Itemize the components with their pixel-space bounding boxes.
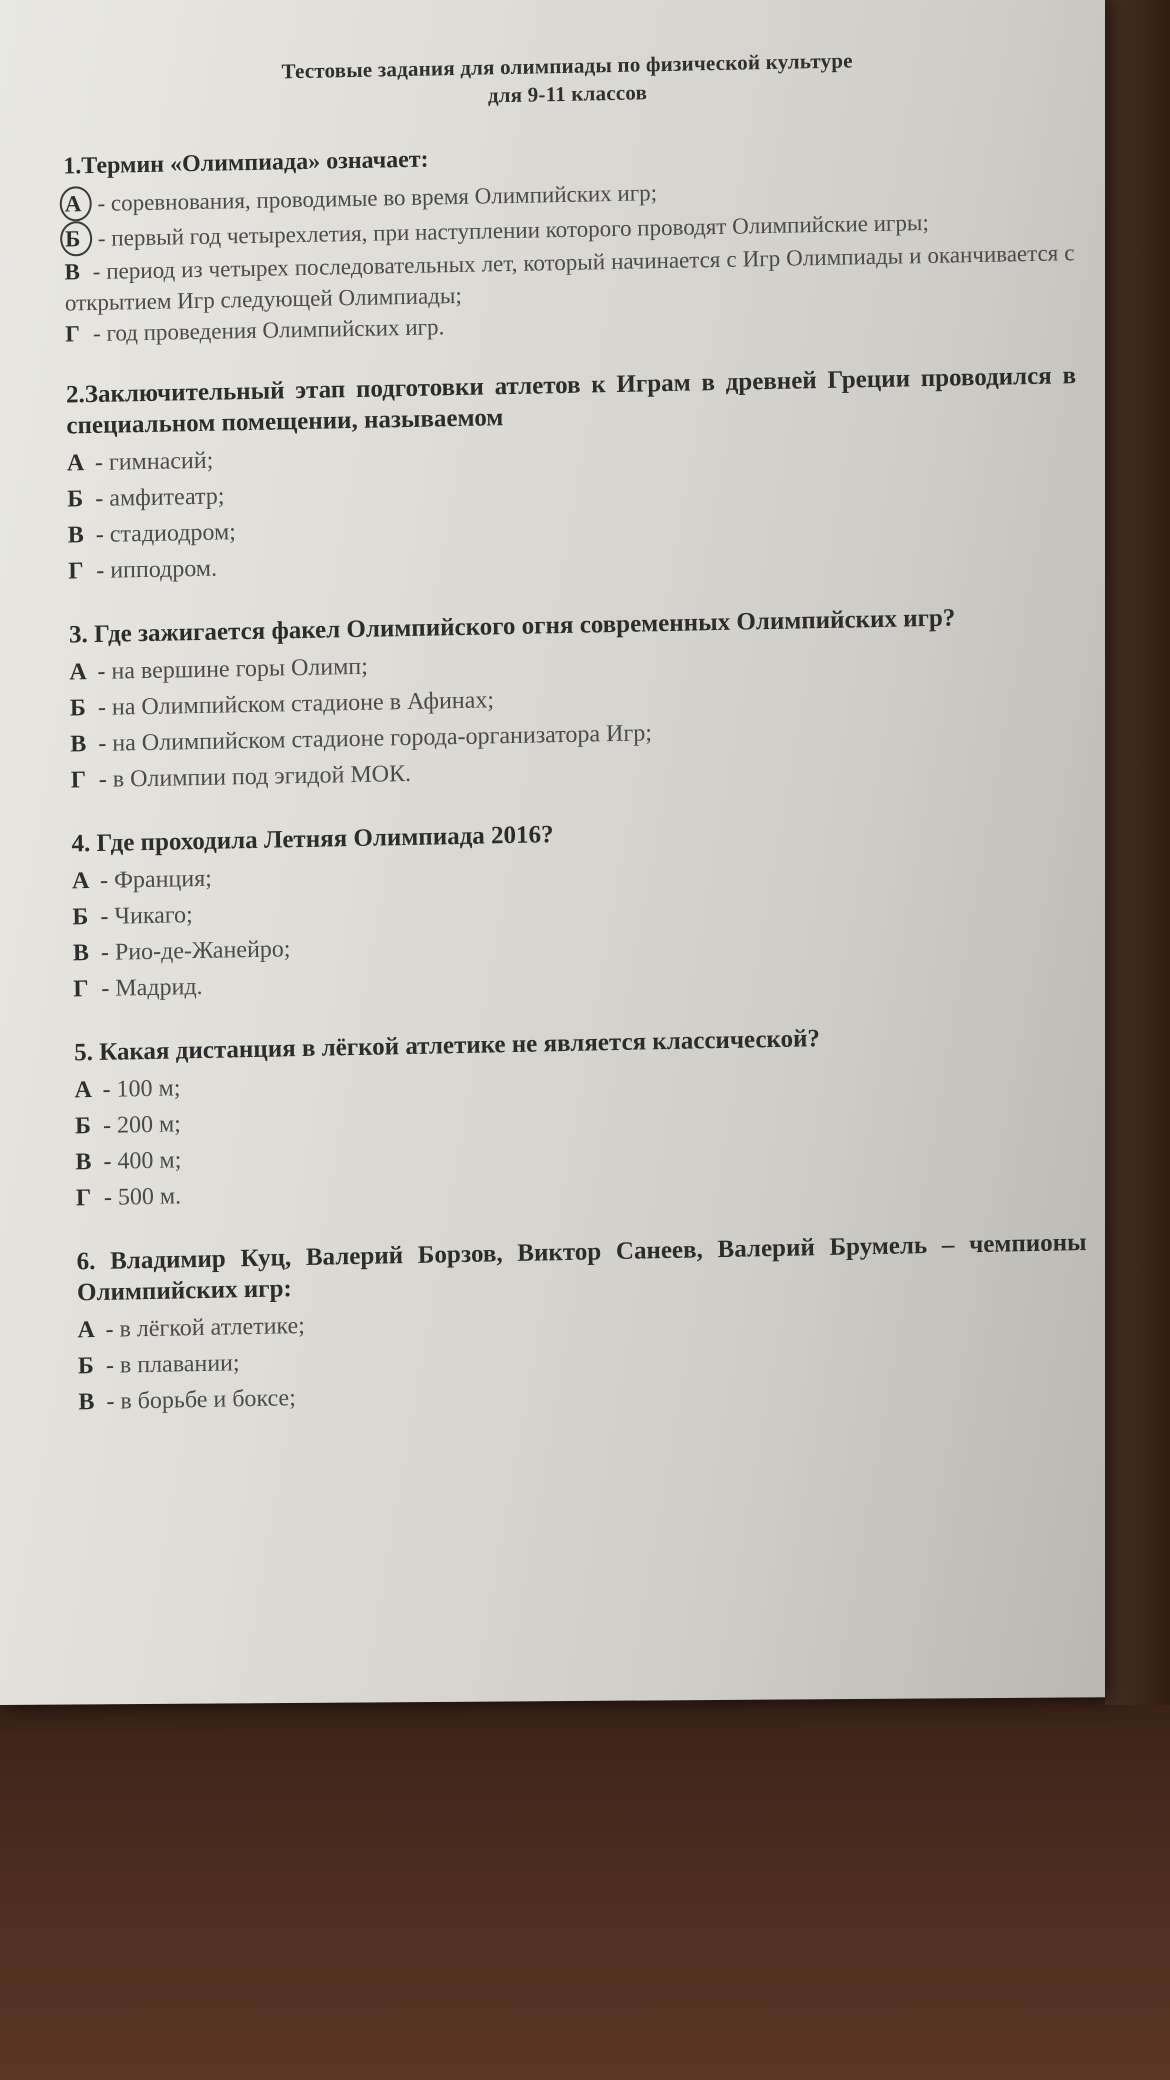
option-text: на Олимпийском стадионе города-организатора Игр; [112,720,653,757]
option-text: соревнования, проводимые во время Олимпийских игр; [110,180,658,216]
option-letter-circled: А [60,186,92,222]
option-a: А - в лёгкой атлетике; [77,1293,1087,1348]
question-5 [74,1018,1086,1216]
option-v: В - стадиодром; [68,498,1078,553]
option-letter: В [78,1389,95,1416]
option-g: Г - Мадрид. [73,952,1083,1007]
option-text: гимнасий; [108,447,214,476]
option-text: 500 м. [117,1183,182,1211]
option-letter: Б [74,1113,92,1140]
option-text: на вершине горы Олимп; [111,653,368,685]
paper-shadow [1105,0,1170,1705]
question-text: 4. Где проходила Летняя Олимпиада 2016? [71,821,554,858]
option-text: 100 м; [116,1075,181,1103]
option-text: Франция; [113,865,213,894]
title-line-2: для 9-11 классов [487,80,648,108]
title-line-1: Тестовые задания для олимпиады по физической культуре [281,48,853,84]
option-b: Б - на Олимпийском стадионе в Афинах; [70,671,1080,726]
table-surface [0,1700,1170,2080]
option-a: А - гимнасий; [67,426,1077,481]
option-a: А - 100 м; [74,1053,1084,1108]
option-v: В - в борьбе и боксе; [78,1365,1088,1420]
question-2 [66,360,1078,589]
option-letter: Г [65,321,81,347]
question-6 [76,1227,1088,1420]
option-letter: В [67,522,84,549]
option-letter: А [69,659,87,686]
option-text: в борьбе и боксе; [120,1385,296,1415]
question-text: 2.Заключительный этап подготовки атлетов к Играм в древней Греции проводился в специальном помещении, называемом [65,362,1077,440]
question-text: 3. Где зажигается факел Олимпийского огня современных Олимпийских игр? [68,604,956,649]
option-b: Б - первый год четырехлетия, при наступлении которого проводят Олимпийские игры; [64,202,1074,256]
option-text: стадиодром; [109,519,236,548]
option-letter: Б [72,904,89,931]
option-text: амфитеатр; [109,483,225,512]
option-text: 400 м; [117,1147,182,1175]
document-content [62,42,1089,1450]
option-text: первый год четырехлетия, при наступлении которого проводят Олимпийские игры; [111,209,929,251]
option-letter: Б [69,695,86,722]
option-b: Б - амфитеатр; [67,462,1077,517]
option-text: в Олимпии под эгидой МОК. [112,760,412,793]
option-letter: Г [75,1185,92,1212]
question-3 [69,600,1081,798]
option-text: Чикаго; [114,902,193,930]
document-title [62,42,1073,117]
option-text: год проведения Олимпийских игр. [106,314,445,346]
question-text: 5. Какая дистанция в лёгкой атлетике не является классической? [73,1025,821,1067]
option-letter: В [75,1149,92,1176]
option-letter: А [77,1317,96,1344]
option-text: период из четырех последовательных лет, который начинается с Игр Олимпиады и оканчивается с открытием Игр следующей Олимпиады; [64,240,1075,316]
option-letter: Б [77,1353,94,1380]
option-v: В - Рио-де-Жанейро; [73,916,1083,971]
option-a: А - на вершине горы Олимп; [69,635,1079,690]
option-letter: В [70,731,87,758]
question-text: 6. Владимир Куц, Валерий Борзов, Виктор Санеев, Валерий Брумель – чемпионы Олимпийских игр: [76,1228,1087,1307]
option-v: В - на Олимпийском стадионе города-организатора Игр; [70,707,1080,762]
option-letter: В [72,940,90,967]
option-text: в лёгкой атлетике; [119,1313,306,1343]
option-text: ипподром. [110,555,218,584]
option-text: на Олимпийском стадионе в Афинах; [111,687,495,721]
option-b: Б - в плавании; [78,1329,1088,1384]
option-v: В - 400 м; [75,1125,1085,1180]
option-letter: А [71,868,90,895]
option-v: В - период из четырех последовательных лет, который начинается с Игр Олимпиады и оканчивается с открытием Игр следующей Олимпиады; [64,240,1075,316]
question-4 [71,809,1083,1007]
option-text: в плавании; [119,1350,240,1379]
option-text: 200 м; [116,1111,182,1139]
option-text: Рио-де-Жанейро; [114,936,291,966]
option-g: Г - ипподром. [68,534,1078,589]
option-letter-circled: Б [60,221,92,257]
option-g: Г - в Олимпии под эгидой МОК. [71,743,1081,798]
option-letter: Г [68,558,84,585]
option-g: Г - 500 м. [76,1161,1086,1216]
option-letter: В [64,259,81,285]
option-letter: Б [67,486,84,513]
option-b: Б - 200 м; [75,1089,1085,1144]
option-letter: Г [73,976,89,1003]
option-text: Мадрид. [115,973,203,1002]
option-letter: Г [70,767,87,794]
option-a: А - соревнования, проводимые во время Олимпийских игр; [64,167,1074,221]
option-g: Г - год проведения Олимпийских игр. [65,299,1075,349]
option-b: Б - Чикаго; [72,880,1082,935]
option-a: А - Франция; [72,844,1082,899]
question-text: 1.Термин «Олимпиада» означает: [63,146,429,180]
option-letter: А [74,1077,93,1104]
question-1 [63,132,1075,349]
option-letter: А [66,450,85,477]
